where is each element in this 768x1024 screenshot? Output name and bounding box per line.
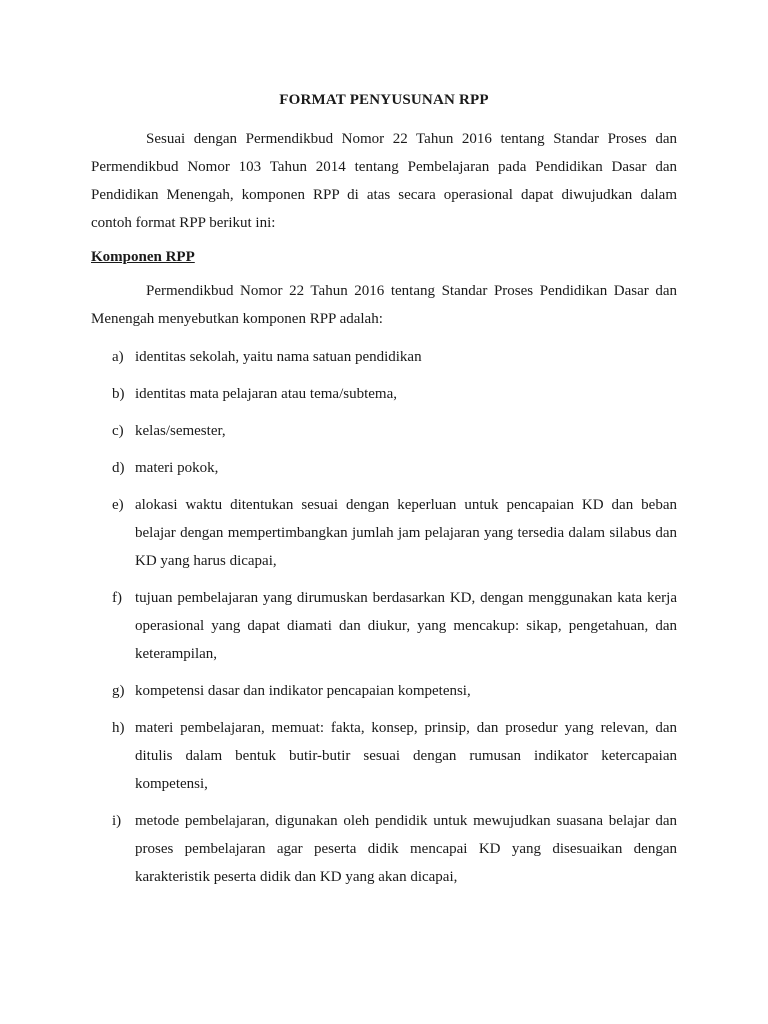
document-body [91, 90, 677, 900]
list-item [91, 491, 677, 575]
list-item [91, 343, 677, 371]
list-marker: c) [112, 423, 124, 439]
section-intro-paragraph: Permendikbud Nomor 22 Tahun 2016 tentang Standar Proses Pendidikan Dasar dan Menengah menyebutkan komponen RPP adalah: [91, 283, 677, 327]
list-item-text: identitas mata pelajaran atau tema/subtema, [135, 386, 397, 402]
list-marker: d) [112, 460, 125, 476]
list-item [91, 584, 677, 668]
list-item-text: materi pembelajaran, memuat: fakta, konsep, prinsip, dan prosedur yang relevan, dan ditulis dalam bentuk butir-butir sesuai dengan rumusan indikator ketercapaian kompetensi, [135, 720, 677, 792]
list-item-text: kompetensi dasar dan indikator pencapaian kompetensi, [135, 683, 471, 699]
list-marker: a) [112, 349, 124, 365]
list-marker: b) [112, 386, 125, 402]
list-marker: e) [112, 497, 124, 513]
list-marker: h) [112, 720, 125, 736]
component-list [91, 343, 677, 891]
list-item-text: metode pembelajaran, digunakan oleh pendidik untuk mewujudkan suasana belajar dan proses pembelajaran agar peserta didik mencapai KD yang disesuaikan dengan karakteristik peserta didik dan KD yang akan dicapai, [135, 813, 677, 885]
list-item [91, 677, 677, 705]
intro-paragraph: Sesuai dengan Permendikbud Nomor 22 Tahun 2016 tentang Standar Proses dan Permendikbud Nomor 103 Tahun 2014 tentang Pembelajaran pada Pendidikan Dasar dan Pendidikan Menengah, komponen RPP di atas secara operasional dapat diwujudkan dalam contoh format RPP berikut ini: [91, 131, 677, 231]
list-item [91, 714, 677, 798]
list-item-text: materi pokok, [135, 460, 219, 476]
list-item-text: identitas sekolah, yaitu nama satuan pendidikan [135, 349, 422, 365]
list-item-text: tujuan pembelajaran yang dirumuskan berdasarkan KD, dengan menggunakan kata kerja operasional yang dapat diamati dan diukur, yang mencakup: sikap, pengetahuan, dan keterampilan, [135, 590, 677, 662]
list-item [91, 380, 677, 408]
list-item [91, 807, 677, 891]
document-title: FORMAT PENYUSUNAN RPP [279, 92, 489, 108]
list-item [91, 454, 677, 482]
list-marker: f) [112, 590, 122, 606]
section-heading: Komponen RPP [91, 249, 195, 265]
list-item-text: kelas/semester, [135, 423, 226, 439]
list-item-text: alokasi waktu ditentukan sesuai dengan keperluan untuk pencapaian KD dan beban belajar dengan mempertimbangkan jumlah jam pelajaran yang tersedia dalam silabus dan KD yang harus dicapai, [135, 497, 677, 569]
list-marker: i) [112, 813, 122, 829]
list-marker: g) [112, 683, 125, 699]
list-item [91, 417, 677, 445]
